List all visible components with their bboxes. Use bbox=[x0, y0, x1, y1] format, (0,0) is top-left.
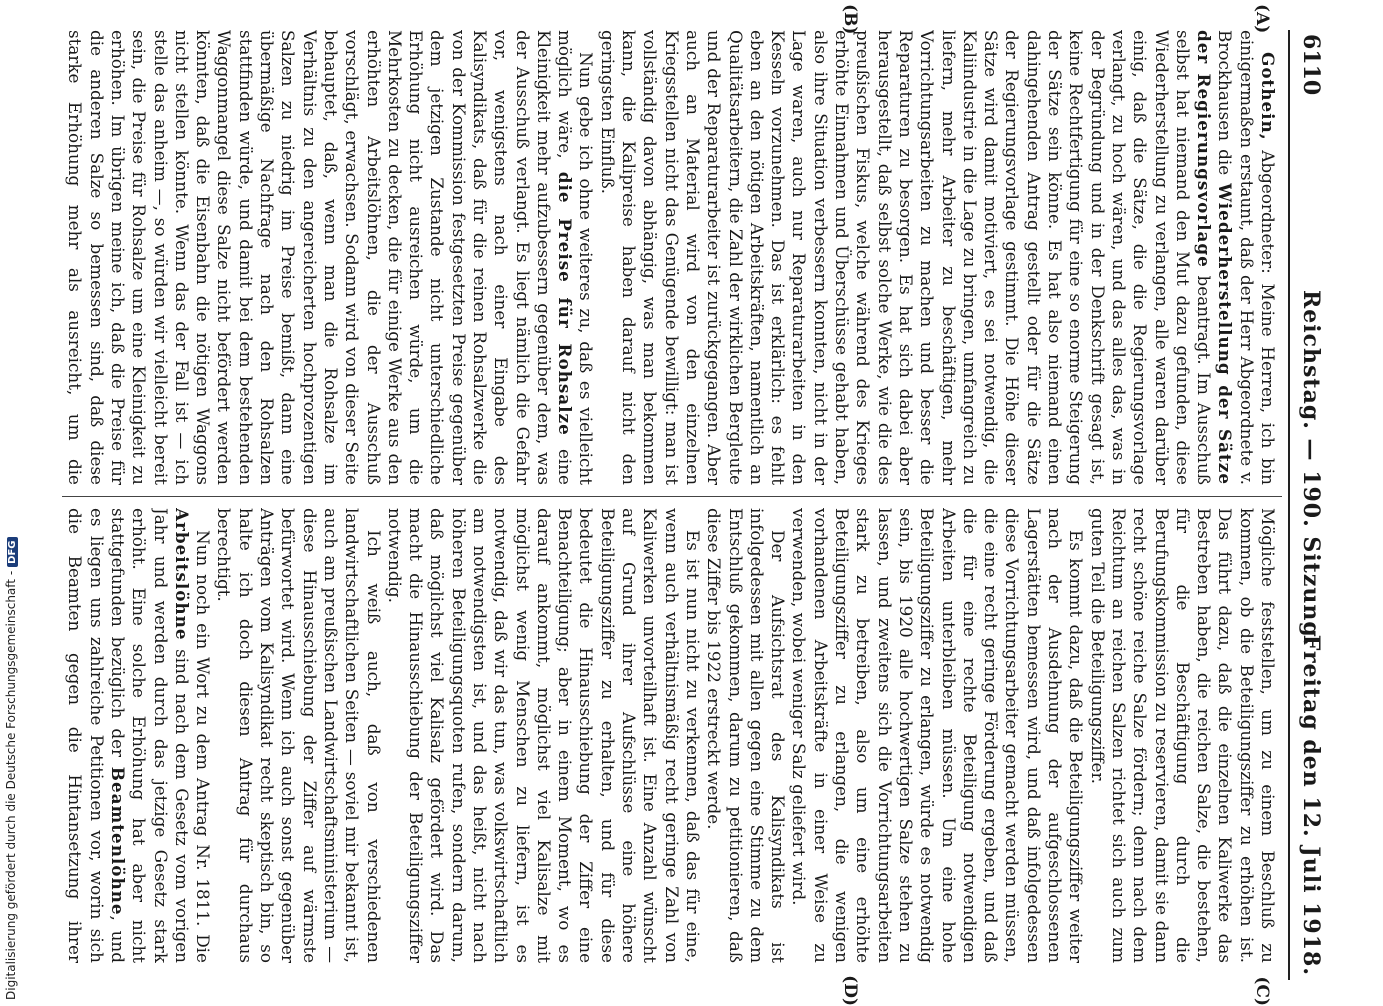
speaker-name: Gothein, bbox=[1258, 52, 1278, 141]
paragraph-text: Abgeordneter: Meine Herren, ich bin einigermaßen erstaunt, daß der Herr Abgeordnete v. Brockhausen die bbox=[1215, 30, 1278, 485]
paragraph-text: , und es liegen uns zahlreiche Petitionen vor, worin sich die Beamten gegen die Hintansetzung ihrer bbox=[65, 508, 128, 963]
paragraph: Der Aufsichtsrat des Kalisyndikats ist infolgedessen mit allen gegen eine Stimme zu dem Entschluß gekommen, darum zu petitionieren, daß diese Ziffer bis 1922 erstreckt werde. bbox=[704, 508, 789, 963]
emphasis-text: die Preise für Rohsalze bbox=[555, 171, 576, 436]
publication-title: Reichstag. — 190. Sitzung. bbox=[1298, 290, 1324, 647]
margin-marker-b: (B) bbox=[840, 4, 860, 35]
session-date: Freitag den 12. Juli 1918. bbox=[1298, 634, 1324, 976]
newspaper-page bbox=[55, 4, 1330, 1006]
page-number: 6110 bbox=[1298, 34, 1324, 96]
credit-text: Digitalisierung gefördert durch die Deutsche Forschungsgemeinschaft - bbox=[4, 570, 18, 1000]
page-header bbox=[1288, 30, 1330, 980]
paragraph bbox=[597, 30, 1279, 485]
paragraph-text: eine Kleinigkeit mehr aufzubessern gegenüber dem, was der Ausschuß verlangt. Es liegt nämlich die Gefahr vor, wenigstens nach einer Eingabe des Kalisyndikats, daß für die reinen Rohsalzwerke die von der Kommission festgesetzten Preise gegenüber dem jetzigen Zustande nicht unterschiedliche Erhöhung nicht ausreichen würde, um die Mehrkosten zu decken, die für einige Werke aus den erhöhten Arbeitslöhnen, die der Ausschuß vorschlägt, erwachsen. Sodann wird von dieser Seite behauptet, daß, wenn man die Rohsalze im Verhältnis zu den angereicherten hochprozentigen Salzen zu niedrig im Preise bemißt, dann eine übermäßige Nachfrage nach den Rohsalzen stattfinden würde, und damit bei dem bestehenden Waggonmangel diese Salze nicht befördert werden könnten, daß die Eisenbahn die nötigen Waggons nicht stellen könnte. Wenn das der Fall ist — ich stelle das anheim —, so würden wir vielleicht bereit sein, die Preise für Rohsalze um eine Kleinigkeit zu erhöhen. Im übrigen meine ich, daß die Preise für die anderen Salze so bemessen sind, daß diese starke Erhöhung mehr als ausreicht, um die bbox=[65, 30, 576, 485]
paragraph-text: beantragt. Im Ausschuß selbst hat niemand den Mut dazu gefunden, diese Wiederherstellung zu verlangen, alle waren darüber einig, daß die Sätze, die die Regierungsvorlage verlangt, zu hoch wären, und das alles das, was in der Begründung und in der Denkschrift gesagt ist, keine Rechtfertigung für eine so enorme Steigerung der Sätze sein könne. Es hat also niemand einen dahingehenden Antrag gestellt oder für die Sätze der Regierungsvorlage gestimmt. Die Höhe dieser Sätze wird damit motiviert, es sei notwendig, die Kaliindustrie in die Lage zu bringen, umfangreich zu liefern, mehr Arbeiter zu beschäftigen, mehr Vorrichtungsarbeiten zu machen und besser die Reparaturen zu besorgen. Es hat sich dabei aber herausgestellt, daß selbst solche Werke, wie die des preußischen Fiskus, welche während des Krieges erhöhte Einnahmen und Überschüsse gehabt haben, also ihre Situation verbessern konnten, nicht in der Lage waren, auch nur Reparaturarbeiten in den Kesseln vorzunehmen. Das ist erklärlich: es fehlt eben an den nötigen Arbeitskräften, namentlich an Qualitätsarbeitern, die Zahl der wirklichen Bergleute und der Reparaturarbeiter ist zurückgegangen. Aber auch an Material wird von den einzelnen Kriegsstellen nicht das Genügende bewilligt: man ist vollständig davon abhängig, was man bekommen kann, die Kalipreise haben darauf nicht den geringsten Einfluß. bbox=[597, 30, 1215, 485]
paragraph-text: Nun gebe ich ohne weiteres zu, daß es vielleicht möglich wäre, bbox=[555, 30, 597, 485]
emphasis-text: Wiederherstellung der Sätze der Regierungsvorlage bbox=[1194, 30, 1236, 485]
emphasis-text: Beamtenlöhne bbox=[107, 766, 128, 916]
paragraph: Es ist nun nicht zu verkennen, daß das für eine, wenn auch verhältnismäßig recht geringe Zahl von Kaliwerken unvorteilhaft ist. Eine Anzahl wünscht auf Grund ihrer Aufschlüsse eine höhere Beteiligungsziffer zu erhalten, und für diese bedeutet die Hinausschiebung der Ziffer eine Benachteiligung; aber in einem Moment, wo es darauf ankommt, möglichst viel Kalisalze mit möglichst wenig Menschen zu liefern, ist es notwendig, daß wir das tun, was volkswirtschaftlich am notwendigsten ist, und das heißt, nicht nach höheren Beteiligungsquoten rufen, sondern darum, daß möglichst viel Kalisalz gefördert wird. Das macht die Hinausschiebung der Beteiligungsziffer notwendig. bbox=[384, 508, 703, 963]
margin-marker-d: (D) bbox=[840, 975, 860, 1006]
left-column bbox=[63, 30, 1278, 485]
paragraph-text: sind nach dem Gesetz vom vorigen Jahr und werden durch das jetzige Gesetz stark erhöht. Eine solche Erhöhung hat aber nicht stattgefunden bezüglich der bbox=[107, 508, 192, 963]
margin-marker-a: (A) bbox=[1252, 4, 1272, 34]
paragraph: Mögliche feststellen, um zu einem Beschluß zu kommen, ob die Beteiligungsziffer zu erhöhen ist. Das führt dazu, daß die einzelnen Kaliwerke das Bestreben haben, die reichen Salze, die bestehen, für die Beschäftigung durch die Berufungskommission zu reservieren, damit sie dann recht schöne reiche Salze fördern; denn nach dem Reichtum an reichen Salzen richtet sich auch zum guten Teil die Beteiligungsziffer. bbox=[1087, 508, 1278, 963]
emphasis-text: Arbeitslöhne bbox=[171, 508, 192, 641]
dfg-logo: DFG bbox=[7, 538, 18, 567]
right-column bbox=[63, 508, 1278, 963]
paragraph bbox=[63, 508, 213, 963]
paragraph bbox=[63, 30, 597, 485]
column-divider bbox=[62, 496, 1282, 497]
paragraph-text: Nun noch ein Wort zu dem Antrag Nr. 1811. Die bbox=[193, 530, 214, 963]
paragraph: Ich weiß auch, daß von verschiedenen landwirtschaftlichen Seiten — soviel mir bekannt ist, auch am preußischen Landwirtschaftsministerium — diese Hinausschiebung der Ziffer auf wärmste befürwortet wird. Wenn ich auch sonst gegenüber Anträgen vom Kalisyndikat recht skeptisch bin, so halte ich doch diesen Antrag für durchaus berechtigt. bbox=[214, 508, 384, 963]
margin-marker-c: (C) bbox=[1252, 976, 1272, 1006]
credit-line bbox=[4, 538, 18, 1001]
paragraph: Es kommt dazu, daß die Beteiligungsziffer weiter nach der Ausdehnung der aufgeschlossenen Lagerstätten bemessen wird, und daß infolgedessen diese Vorrichtungsarbeiter gemacht werden müssen, die eine recht geringe Förderung ergeben, und daß die für eine rechte Beteiligung notwendigen Arbeiten unterbleiben müssen. Um eine hohe Beteiligungsziffer zu erlangen, würde es notwendig sein, bis 1920 alle hochwertigen Salze stehen zu lassen, und zweitens sich die Vorrichtungsarbeiten stark zu betreiben, also um eine erhöhte Beteiligungsziffer zu erlangen, die wenigen vorhandenen Arbeitskräfte in einer Weise zu verwenden, wobei weniger Salz geliefert wird. bbox=[789, 508, 1087, 963]
